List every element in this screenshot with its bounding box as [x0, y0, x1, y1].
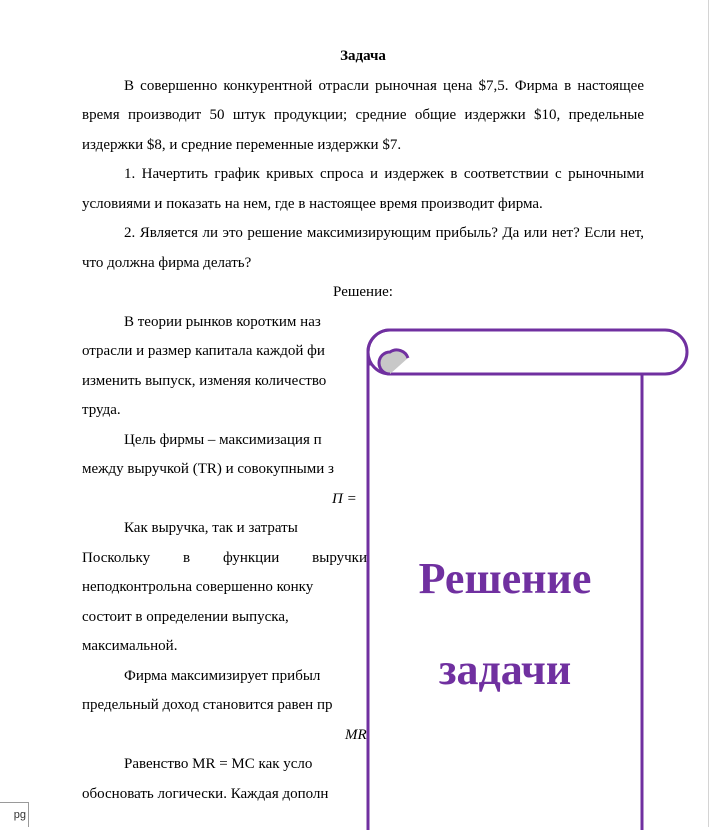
paragraph-revenue-line: Поскольку в функции выручки: [82, 549, 367, 566]
paragraph-equality-line: Равенство MR = MC как усло: [124, 756, 313, 772]
formula-profit: П =: [332, 490, 357, 507]
scroll-title-line-1: Решение: [418, 554, 592, 603]
paragraph-theory-line: труда.: [82, 402, 121, 418]
paragraph-maximize-line: предельный доход становится равен пр: [82, 697, 333, 713]
paragraph-theory-line: отрасли и размер капитала каждой фи: [82, 343, 325, 359]
paragraph-revenue-line: Как выручка, так и затраты: [124, 520, 298, 536]
paragraph-theory-line: В теории рынков коротким наз: [124, 313, 321, 330]
scroll-title-line-2: задачи: [438, 645, 572, 694]
paragraph-maximize-line: Фирма максимизирует прибыл: [124, 667, 321, 684]
formula-mr: MR: [345, 726, 367, 743]
paragraph-revenue-line: состоит в определении выпуска,: [82, 608, 289, 625]
document-title: Задача: [340, 48, 386, 64]
paragraph-goal-line: между выручкой (TR) и совокупными з: [82, 461, 334, 477]
paragraph-revenue-line: максимальной.: [82, 638, 178, 654]
paragraph-theory-line: изменить выпуск, изменяя количество: [82, 372, 327, 389]
paragraph-problem: В совершенно конкурентной отрасли рыночная цена $7,5. Фирма в настоящее время производит 50 штук продукции; средние общие издержки $10, предельные издержки $8, и средние переменные издержки $7.: [82, 77, 644, 153]
paragraph-task-1: 1. Начертить график кривых спроса и издержек в соответствии с рыночными условиями и показать на нем, где в настоящее время производит фирма.: [82, 166, 644, 212]
paragraph-goal-line: Цель фирмы – максимизация п: [124, 431, 322, 448]
paragraph-equality-line: обосновать логически. Каждая дополн: [82, 785, 329, 802]
taskbar-file-chip[interactable]: pg: [0, 802, 29, 827]
paragraph-revenue-line: неподконтрольна совершенно конку: [82, 579, 314, 595]
paragraph-task-2: 2. Является ли это решение максимизирующим прибыль? Да или нет? Если нет, что должна фирма делать?: [82, 225, 644, 271]
solution-heading: Решение:: [333, 284, 393, 300]
